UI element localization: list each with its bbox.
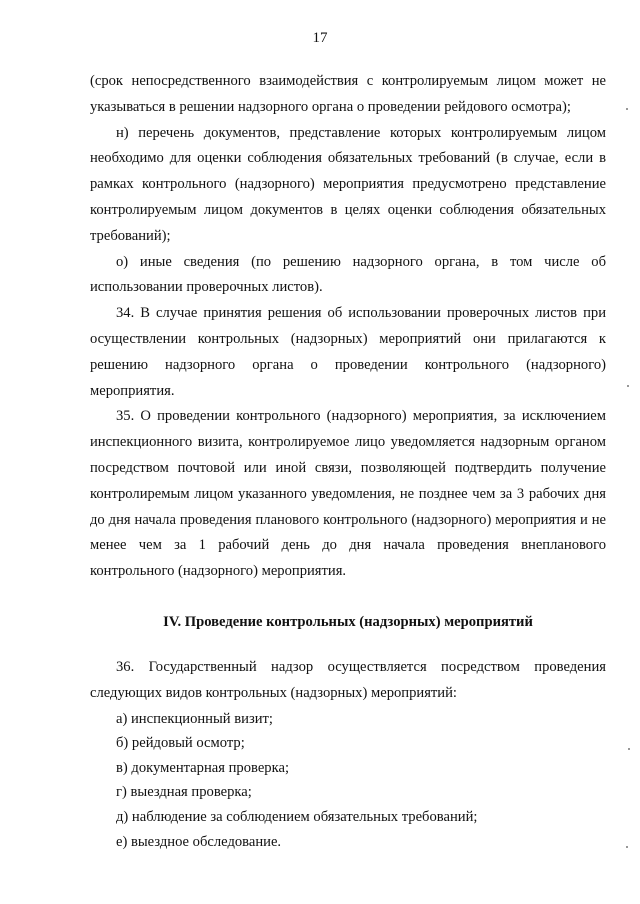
paragraph-continuation: (срок непосредственного взаимодействия с контролируемым лицом может не указываться в решении надзорного органа о проведении рейдового осмотра); — [90, 73, 606, 115]
list-item: в) документарная проверка; — [116, 759, 289, 776]
scan-speck — [626, 846, 628, 848]
list-item: е) выездное обследование. — [116, 833, 282, 850]
list-item: б) рейдовый осмотр; — [116, 735, 245, 752]
list-item: г) выездная проверка; — [116, 784, 252, 801]
paragraph-36: 36. Государственный надзор осуществляется посредством проведения следующих видов контрольных (надзорных) мероприятий: — [90, 658, 606, 701]
paragraph-item-o: о) иные сведения (по решению надзорного органа, в том числе об использовании проверочных листов). — [90, 253, 606, 296]
section-heading: IV. Проведение контрольных (надзорных) мероприятий — [163, 613, 533, 630]
document-body — [90, 69, 606, 854]
list-item: а) инспекционный визит; — [116, 710, 273, 727]
scan-speck — [628, 748, 630, 750]
scan-speck — [626, 108, 628, 110]
paragraph-item-n: н) перечень документов, представление которых контролируемым лицом необходимо для оценки соблюдения обязательных требований (в случае, если в рамках контрольного (надзорного) мероприятия предусмотрено представление контролируемым лицом документов в целях оценки соблюдения обязательных требований); — [90, 124, 606, 244]
paragraph-34: 34. В случае принятия решения об использовании проверочных листов при осуществлении контрольных (надзорных) мероприятий они прилагаются к решению надзорного органа о проведении контрольного (надзорного) мероприятия. — [90, 305, 606, 399]
page-number: 17 — [312, 30, 328, 46]
scan-speck — [627, 385, 629, 387]
paragraph-35: 35. О проведении контрольного (надзорного) мероприятия, за исключением инспекционного визита, контролируемое лицо уведомляется надзорным органом посредством почтовой или иной связи, позволяющей подтвердить получение контролиремым лицом указанного уведомления, не позднее чем за 3 рабочих дня до дня начала проведения планового контрольного (надзорного) мероприятия и не менее чем за 1 рабочий день до дня начала проведения внепланового контрольного (надзорного) мероприятия. — [90, 408, 606, 580]
inspection-types-list — [90, 707, 606, 855]
list-item: д) наблюдение за соблюдением обязательных требований; — [116, 808, 478, 825]
